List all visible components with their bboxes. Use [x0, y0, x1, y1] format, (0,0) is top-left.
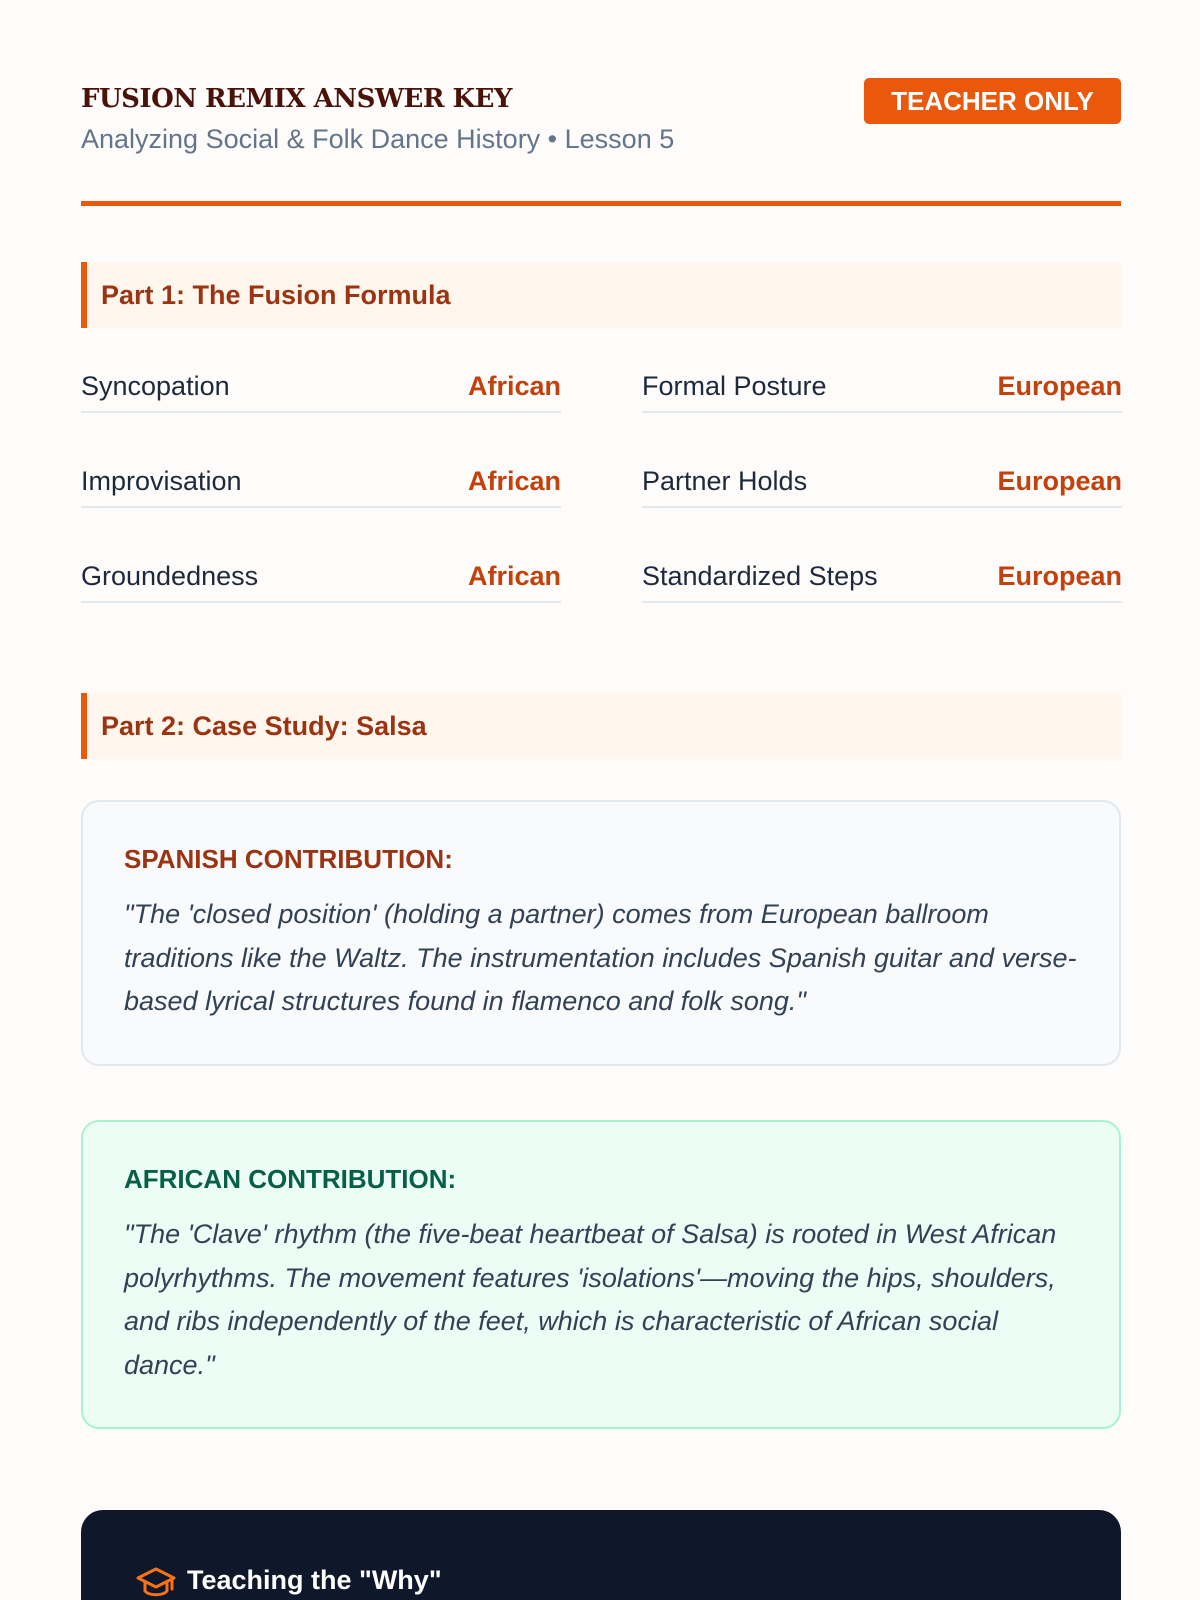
pair-term: Formal Posture: [642, 371, 827, 401]
pair-answer: African: [467, 466, 561, 496]
teacher-note-heading: Teaching the "Why": [187, 1565, 442, 1595]
pair-term: Improvisation: [81, 466, 242, 496]
graduation-cap-icon: [136, 1565, 176, 1600]
teacher-note-panel: [81, 1510, 1121, 1600]
pair-term: Partner Holds: [642, 466, 808, 496]
pair-row: [81, 363, 561, 413]
header: [81, 78, 1121, 158]
pair-row: [642, 458, 1122, 508]
part1-heading: Part 1: The Fusion Formula: [81, 262, 1121, 328]
african-contribution-card: [81, 1120, 1121, 1429]
page-title: FUSION REMIX ANSWER KEY: [81, 84, 512, 114]
pair-answer: European: [997, 466, 1122, 496]
african-label: AFRICAN CONTRIBUTION:: [124, 1164, 457, 1194]
spanish-label: SPANISH CONTRIBUTION:: [124, 844, 453, 874]
pair-answer: European: [997, 561, 1122, 591]
pair-row: [642, 553, 1122, 603]
pair-answer: African: [467, 561, 561, 591]
pair-answer: European: [997, 371, 1122, 401]
african-quote: "The 'Clave' rhythm (the five-beat heartbeat of Salsa) is rooted in West African polyrhythms. The movement features 'isolations'—moving the hips, shoulders, and ribs independently of the feet, which is characteristic of African social dance.": [124, 1219, 1057, 1380]
pair-term: Groundedness: [81, 561, 259, 591]
pair-row: [642, 363, 1122, 413]
teacher-only-badge: TEACHER ONLY: [864, 78, 1121, 124]
pair-row: [81, 458, 561, 508]
pair-row: [81, 553, 561, 603]
spanish-contribution-card: [81, 800, 1121, 1066]
part2-heading: Part 2: Case Study: Salsa: [81, 693, 1121, 759]
spanish-quote: "The 'closed position' (holding a partner) comes from European ballroom traditions like the Waltz. The instrumentation includes Spanish guitar and verse-based lyrical structures found in flamenco and folk song.": [124, 899, 1077, 1016]
header-divider: [81, 201, 1121, 206]
pair-term: Standardized Steps: [642, 561, 878, 591]
page-subtitle: Analyzing Social & Folk Dance History • Lesson 5: [81, 124, 675, 154]
pair-answer: African: [467, 371, 561, 401]
pair-term: Syncopation: [81, 371, 230, 401]
